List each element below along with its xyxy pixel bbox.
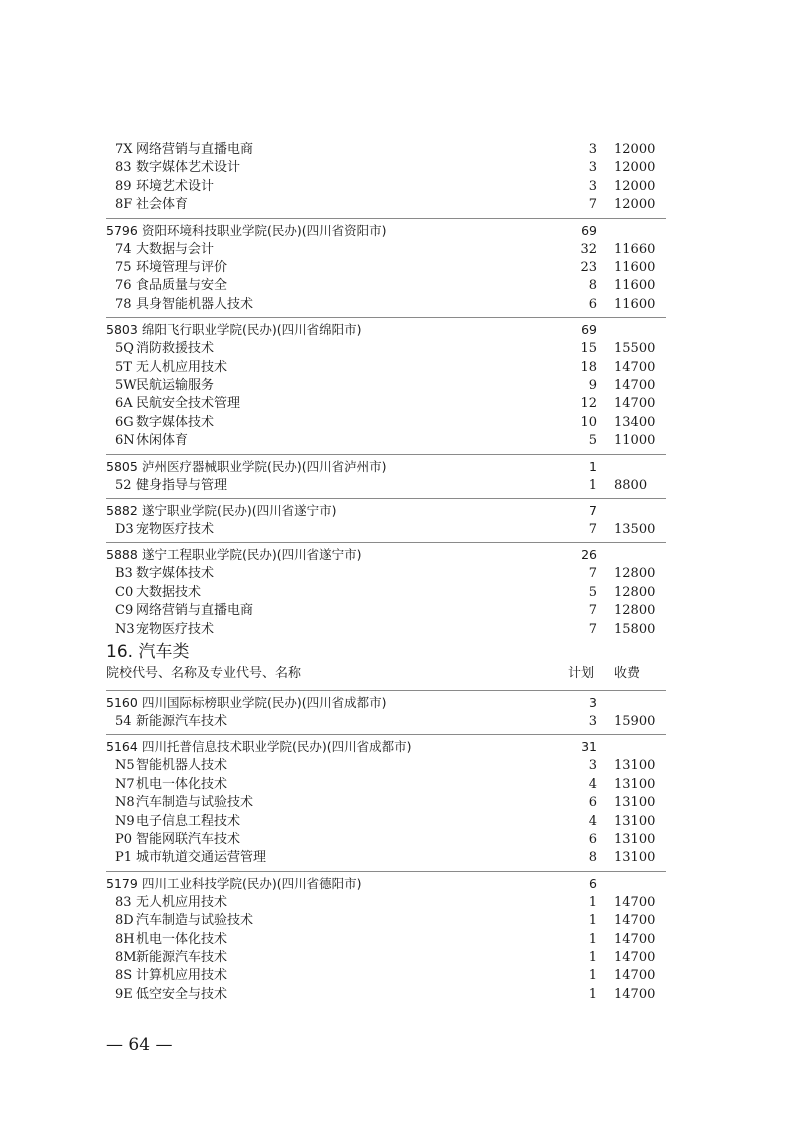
major-name: 网络营销与直播电商 [136,142,254,157]
major-fee: 13100 [614,795,656,810]
school-code: 5805 [106,459,138,474]
section-divider [106,454,666,455]
major-name: 数字媒体艺术设计 [136,160,241,175]
major-fee: 14700 [614,987,656,1002]
major-plan: 3 [588,160,597,175]
major-fee: 14700 [614,913,656,928]
school-row [0,502,800,520]
major-fee: 13400 [614,415,656,430]
major-plan: 7 [588,622,597,637]
major-fee: 12800 [614,566,656,581]
major-plan: 32 [580,242,597,257]
major-fee: 12000 [614,197,656,212]
major-row [0,794,800,812]
major-code: 6N [115,433,135,448]
major-plan: 8 [588,278,597,293]
major-name: 计算机应用技术 [136,968,228,983]
school-plan: 3 [589,695,597,710]
school-name: 四川工业科技学院(民办)(四川省德阳市) [142,876,362,891]
major-code: N5 [115,758,135,773]
school-code: 5164 [106,739,138,754]
column-header-name: 院校代号、名称及专业代号、名称 [106,666,302,681]
major-name: 大数据与会计 [136,242,215,257]
school-plan: 31 [581,739,597,754]
major-code: P1 [115,850,133,865]
major-name: 无人机应用技术 [136,895,228,910]
major-row [0,159,800,177]
school-code: 5803 [106,322,138,337]
major-name: 休闲体育 [136,433,189,448]
major-name: 社会体育 [136,197,189,212]
section-divider [106,218,666,219]
major-name: 电子信息工程技术 [136,814,241,829]
major-fee: 11600 [614,297,656,312]
school-plan: 1 [589,459,597,474]
school-row [0,875,800,893]
major-name: 机电一体化技术 [136,777,228,792]
major-fee: 13100 [614,832,656,847]
major-row [0,377,800,395]
page-number: — 64 — [106,1035,173,1055]
school-row [0,738,800,756]
major-row [0,757,800,775]
major-fee: 11000 [614,433,656,448]
major-row [0,241,800,259]
major-name: 数字媒体技术 [136,415,215,430]
major-row [0,414,800,432]
major-fee: 15900 [614,714,656,729]
major-row [0,477,800,495]
major-fee: 14700 [614,968,656,983]
major-name: 宠物医疗技术 [136,522,215,537]
major-row [0,277,800,295]
major-fee: 15500 [614,341,656,356]
major-row [0,621,800,639]
major-plan: 3 [588,142,597,157]
major-plan: 6 [588,795,597,810]
major-row [0,949,800,967]
major-fee: 12000 [614,160,656,175]
major-plan: 4 [588,777,597,792]
major-code: 75 [115,260,132,275]
major-row [0,967,800,985]
major-row [0,776,800,794]
major-row [0,831,800,849]
major-fee: 11660 [614,242,656,257]
major-row [0,296,800,314]
major-row [0,521,800,539]
major-row [0,565,800,583]
major-name: 智能机器人技术 [136,758,228,773]
major-code: 83 [115,895,132,910]
major-plan: 7 [588,566,597,581]
major-name: 大数据技术 [136,585,202,600]
column-header-plan: 计划 [568,666,595,681]
major-row [0,584,800,602]
major-row [0,340,800,358]
section-divider [106,871,666,872]
major-code: 83 [115,160,132,175]
major-plan: 7 [588,197,597,212]
major-code: 76 [115,278,132,293]
major-name: 汽车制造与试验技术 [136,795,254,810]
school-name: 遂宁职业学院(民办)(四川省遂宁市) [142,503,337,518]
school-row [0,694,800,712]
major-code: 9E [115,987,133,1002]
major-row [0,432,800,450]
major-fee: 13100 [614,814,656,829]
major-name: 汽车制造与试验技术 [136,913,254,928]
major-fee: 14700 [614,932,656,947]
major-fee: 12000 [614,179,656,194]
school-code: 5160 [106,695,138,710]
school-row [0,321,800,339]
school-plan: 6 [589,876,597,891]
major-name: 数字媒体技术 [136,566,215,581]
major-fee: 13100 [614,758,656,773]
school-plan: 7 [589,503,597,518]
major-code: 5T [115,360,132,375]
major-name: 机电一体化技术 [136,932,228,947]
major-row [0,178,800,196]
school-row [0,458,800,476]
school-row [0,546,800,564]
major-fee: 8800 [614,478,648,493]
major-plan: 7 [588,522,597,537]
major-plan: 1 [588,950,597,965]
major-plan: 10 [580,415,597,430]
major-fee: 13500 [614,522,656,537]
major-name: 城市轨道交通运营管理 [136,850,267,865]
section-divider [106,317,666,318]
major-row [0,986,800,1004]
major-code: 7X [115,142,133,157]
column-header-fee: 收费 [614,666,641,681]
category-title: 16. 汽车类 [106,642,190,662]
major-fee: 12000 [614,142,656,157]
major-plan: 1 [588,987,597,1002]
major-plan: 7 [588,603,597,618]
school-code: 5179 [106,876,138,891]
major-plan: 5 [588,585,597,600]
major-plan: 1 [588,932,597,947]
major-plan: 1 [588,895,597,910]
major-fee: 14700 [614,396,656,411]
major-name: 健身指导与管理 [136,478,228,493]
major-plan: 15 [580,341,597,356]
major-code: N8 [115,795,135,810]
major-name: 智能网联汽车技术 [136,832,241,847]
major-row [0,931,800,949]
major-row [0,395,800,413]
major-plan: 9 [588,378,597,393]
major-row [0,894,800,912]
major-plan: 1 [588,968,597,983]
major-fee: 12800 [614,603,656,618]
major-name: 低空安全与技术 [136,987,228,1002]
school-plan: 26 [581,547,597,562]
major-row [0,849,800,867]
school-name: 遂宁工程职业学院(民办)(四川省遂宁市) [142,547,362,562]
major-fee: 13100 [614,850,656,865]
major-plan: 12 [580,396,597,411]
major-code: N7 [115,777,135,792]
section-divider [106,690,666,691]
major-row [0,359,800,377]
major-row [0,912,800,930]
major-code: 5W [115,378,137,393]
major-plan: 5 [588,433,597,448]
major-code: 6A [115,396,133,411]
school-row [0,222,800,240]
major-row [0,259,800,277]
school-name: 绵阳飞行职业学院(民办)(四川省绵阳市) [142,322,362,337]
school-plan: 69 [581,223,597,238]
major-row [0,141,800,159]
major-fee: 14700 [614,360,656,375]
school-name: 泸州医疗器械职业学院(民办)(四川省泸州市) [142,459,387,474]
major-fee: 14700 [614,378,656,393]
major-code: 8M [115,950,137,965]
major-plan: 18 [580,360,597,375]
section-divider [106,734,666,735]
major-plan: 3 [588,179,597,194]
major-plan: 1 [588,913,597,928]
major-plan: 6 [588,297,597,312]
major-code: N9 [115,814,135,829]
major-row [0,602,800,620]
major-name: 网络营销与直播电商 [136,603,254,618]
major-code: 54 [115,714,132,729]
major-name: 民航运输服务 [136,378,215,393]
major-code: N3 [115,622,135,637]
major-row [0,196,800,214]
major-code: 8D [115,913,134,928]
major-name: 食品质量与安全 [136,278,228,293]
major-code: 5Q [115,341,134,356]
major-fee: 11600 [614,260,656,275]
section-divider [106,542,666,543]
major-name: 环境管理与评价 [136,260,228,275]
major-code: P0 [115,832,133,847]
major-code: C9 [115,603,134,618]
major-plan: 1 [588,478,597,493]
major-code: C0 [115,585,134,600]
major-code: D3 [115,522,134,537]
major-plan: 4 [588,814,597,829]
major-code: 8F [115,197,133,212]
school-name: 四川国际标榜职业学院(民办)(四川省成都市) [142,695,387,710]
section-divider [106,498,666,499]
major-code: 8S [115,968,133,983]
major-plan: 8 [588,850,597,865]
major-name: 具身智能机器人技术 [136,297,254,312]
major-code: 6G [115,415,134,430]
major-name: 民航安全技术管理 [136,396,241,411]
school-name: 四川托普信息技术职业学院(民办)(四川省成都市) [142,739,412,754]
major-fee: 11600 [614,278,656,293]
major-fee: 13100 [614,777,656,792]
major-code: 89 [115,179,132,194]
school-code: 5796 [106,223,138,238]
major-name: 无人机应用技术 [136,360,228,375]
major-fee: 14700 [614,895,656,910]
major-plan: 6 [588,832,597,847]
major-fee: 15800 [614,622,656,637]
major-fee: 12800 [614,585,656,600]
school-code: 5888 [106,547,138,562]
major-name: 消防救援技术 [136,341,215,356]
major-code: 8H [115,932,135,947]
school-code: 5882 [106,503,138,518]
major-row [0,713,800,731]
major-code: 78 [115,297,132,312]
major-code: B3 [115,566,133,581]
school-name: 资阳环境科技职业学院(民办)(四川省资阳市) [142,223,387,238]
school-plan: 69 [581,322,597,337]
major-name: 新能源汽车技术 [136,950,228,965]
major-name: 宠物医疗技术 [136,622,215,637]
major-plan: 3 [588,714,597,729]
major-row [0,813,800,831]
major-name: 环境艺术设计 [136,179,215,194]
major-code: 74 [115,242,132,257]
major-plan: 23 [580,260,597,275]
major-name: 新能源汽车技术 [136,714,228,729]
major-code: 52 [115,478,132,493]
major-fee: 14700 [614,950,656,965]
major-plan: 3 [588,758,597,773]
